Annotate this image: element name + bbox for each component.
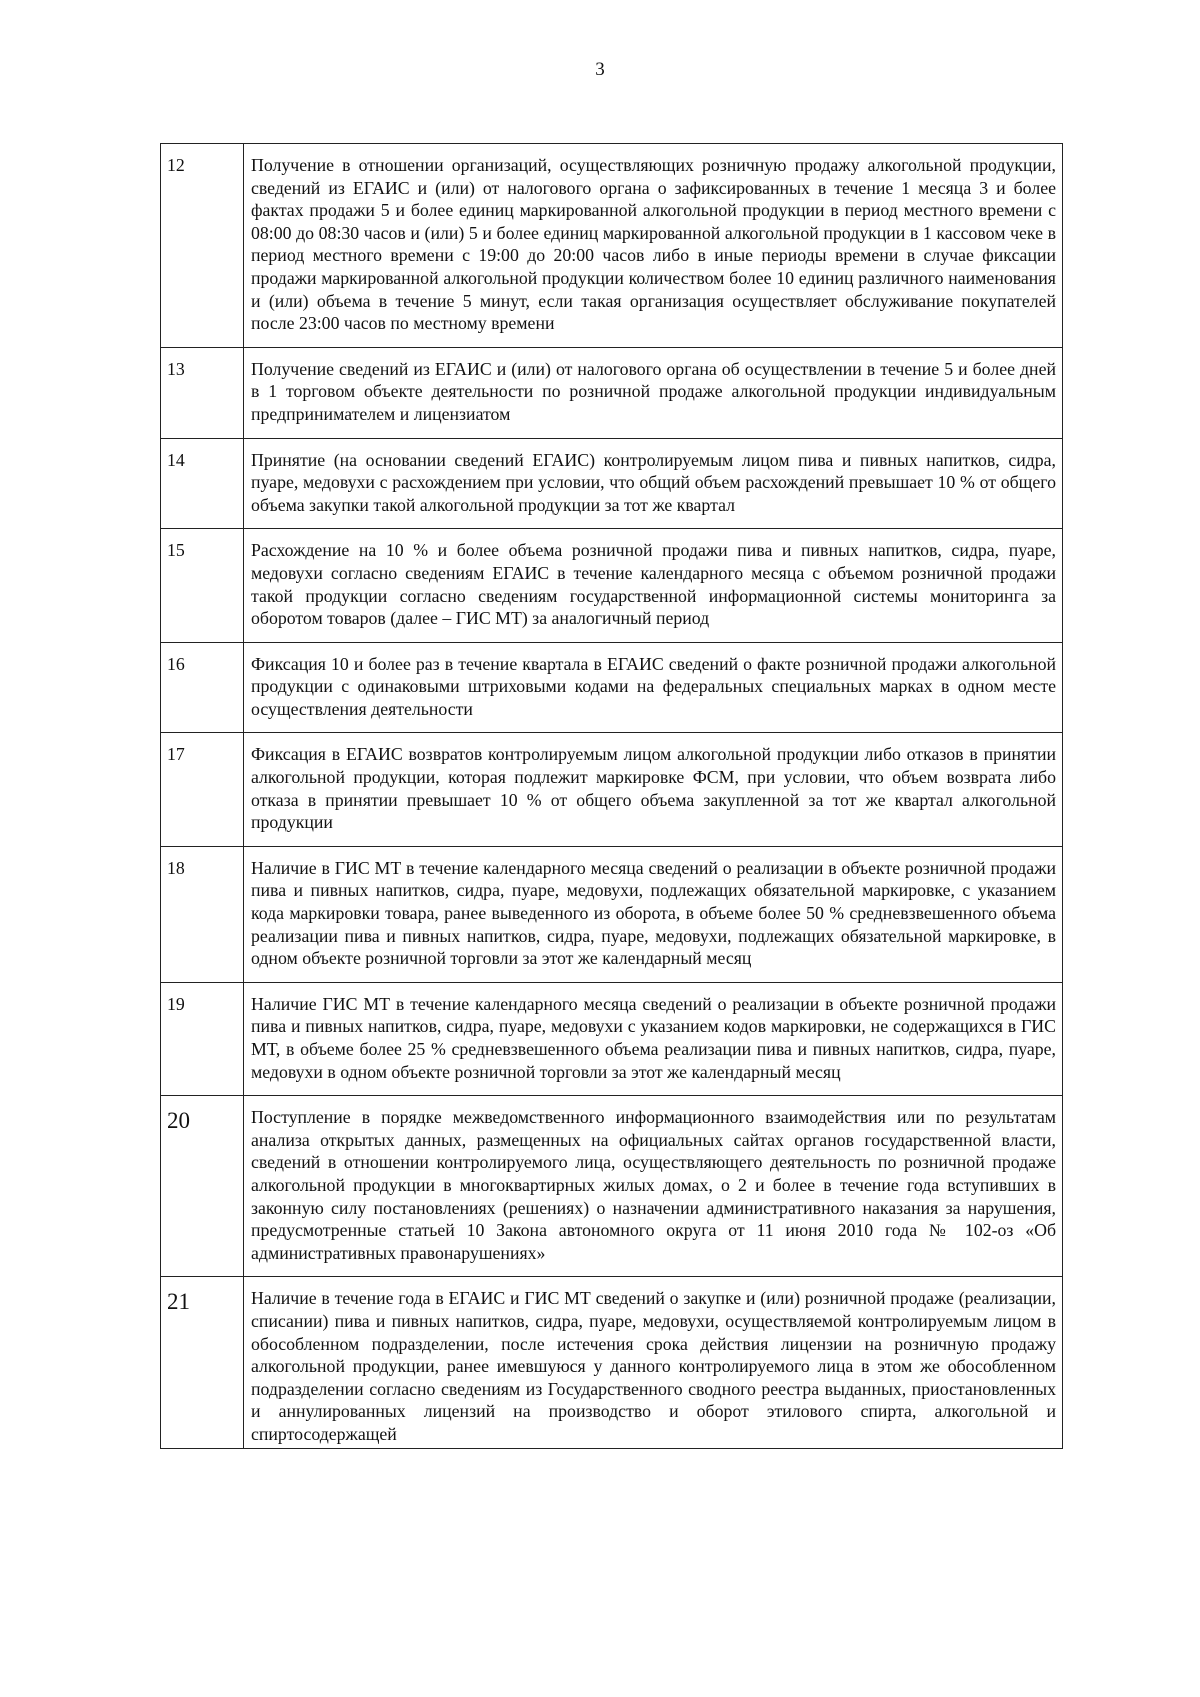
row-text: Поступление в порядке межведомственного информационного взаимодействия или по результатам анализа открытых данных, размещенных на официальных сайтах органов государственной власти, сведений в отношении контролируемого лица, осуществляющего деятельность по розничной продаже алкогольной продукции в многоквартирных жилых домах, о 2 и более в течение года вступивших в законную силу постановлениях (решениях) о назначении административного наказания за нарушения, предусмотренные статьей 10 Закона автономного округа от 11 июня 2010 года № 102-оз «Об административных правонарушениях» xyxy=(244,1096,1063,1277)
row-number: 21 xyxy=(161,1277,244,1448)
row-text: Наличие в течение года в ЕГАИС и ГИС МТ сведений о закупке и (или) розничной продаже (реализации, списании) пива и пивных напитков, сидра, пуаре, медовухи, осуществляемой контролируемым лицом в обособленном подразделении, после истечения срока действия лицензии на розничную продажу алкогольной продукции, ранее имевшуюся у данного контролируемого лица в этом же обособленном подразделении согласно сведениям из Государственного сводного реестра выданных, приостановленных и аннулированных лицензий на производство и оборот этилового спирта, алкогольной и спиртосодержащей xyxy=(244,1277,1063,1448)
row-text: Фиксация 10 и более раз в течение квартала в ЕГАИС сведений о факте розничной продажи алкогольной продукции с одинаковыми штриховыми кодами на федеральных специальных марках в одном месте осуществления деятельности xyxy=(244,642,1063,733)
row-number: 17 xyxy=(161,733,244,846)
row-text: Получение сведений из ЕГАИС и (или) от налогового органа об осуществлении в течение 5 и более дней в 1 торговом объекте деятельности по розничной продаже алкогольной продукции индивидуальным предпринимателем и лицензиатом xyxy=(244,347,1063,438)
table-row xyxy=(161,1277,1063,1448)
table-row xyxy=(161,982,1063,1095)
row-number: 18 xyxy=(161,846,244,982)
row-text: Получение в отношении организаций, осуществляющих розничную продажу алкогольной продукции, сведений из ЕГАИС и (или) от налогового органа о зафиксированных в течение 1 месяца 3 и более фактах продажи 5 и более единиц маркированной алкогольной продукции в период местного времени с 08:00 до 08:30 часов и (или) 5 и более единиц маркированной алкогольной продукции в 1 кассовом чеке в период местного времени с 19:00 до 20:00 часов либо в иные периоды времени в случае фиксации продажи маркированной алкогольной продукции количеством более 10 единиц различного наименования и (или) объема в течение 5 минут, если такая организация осуществляет обслуживание покупателей после 23:00 часов по местному времени xyxy=(244,144,1063,348)
row-text: Наличие в ГИС МТ в течение календарного месяца сведений о реализации в объекте розничной продажи пива и пивных напитков, сидра, пуаре, медовухи, подлежащих обязательной маркировке, с указанием кода маркировки товара, ранее выведенного из оборота, в объеме более 50 % средневзвешенного объема реализации пива и пивных напитков, сидра, пуаре, медовухи, подлежащих обязательной маркировке, в одном объекте розничной торговли за этот же календарный месяц xyxy=(244,846,1063,982)
page-number: 3 xyxy=(595,59,605,80)
row-text: Расхождение на 10 % и более объема розничной продажи пива и пивных напитков, сидра, пуаре, медовухи согласно сведениям ЕГАИС в течение календарного месяца с объемом розничной продажи такой продукции согласно сведениям государственной информационной системы мониторинга за оборотом товаров (далее – ГИС МТ) за аналогичный период xyxy=(244,529,1063,642)
table-row xyxy=(161,529,1063,642)
table-row xyxy=(161,846,1063,982)
row-number: 15 xyxy=(161,529,244,642)
row-number: 19 xyxy=(161,982,244,1095)
table-row xyxy=(161,144,1063,348)
table-row xyxy=(161,1096,1063,1277)
row-number: 13 xyxy=(161,347,244,438)
row-number: 14 xyxy=(161,438,244,529)
criteria-table xyxy=(160,143,1063,1449)
row-text: Принятие (на основании сведений ЕГАИС) контролируемым лицом пива и пивных напитков, сидра, пуаре, медовухи с расхождением при условии, что общий объем расхождений превышает 10 % от общего объема закупки такой алкогольной продукции за тот же квартал xyxy=(244,438,1063,529)
table-row xyxy=(161,438,1063,529)
row-text: Наличие ГИС МТ в течение календарного месяца сведений о реализации в объекте розничной продажи пива и пивных напитков, сидра, пуаре, медовухи с указанием кодов маркировки, не содержащихся в ГИС МТ, в объеме более 25 % средневзвешенного объема реализации пива и пивных напитков, сидра, пуаре, медовухи в одном объекте розничной торговли за этот же календарный месяц xyxy=(244,982,1063,1095)
table-row xyxy=(161,733,1063,846)
row-number: 12 xyxy=(161,144,244,348)
row-number: 16 xyxy=(161,642,244,733)
table-row xyxy=(161,347,1063,438)
row-text: Фиксация в ЕГАИС возвратов контролируемым лицом алкогольной продукции либо отказов в принятии алкогольной продукции, которая подлежит маркировке ФСМ, при условии, что объем возврата либо отказа в принятии превышает 10 % от общего объема закупленной за тот же квартал алкогольной продукции xyxy=(244,733,1063,846)
table-row xyxy=(161,642,1063,733)
row-number: 20 xyxy=(161,1096,244,1277)
